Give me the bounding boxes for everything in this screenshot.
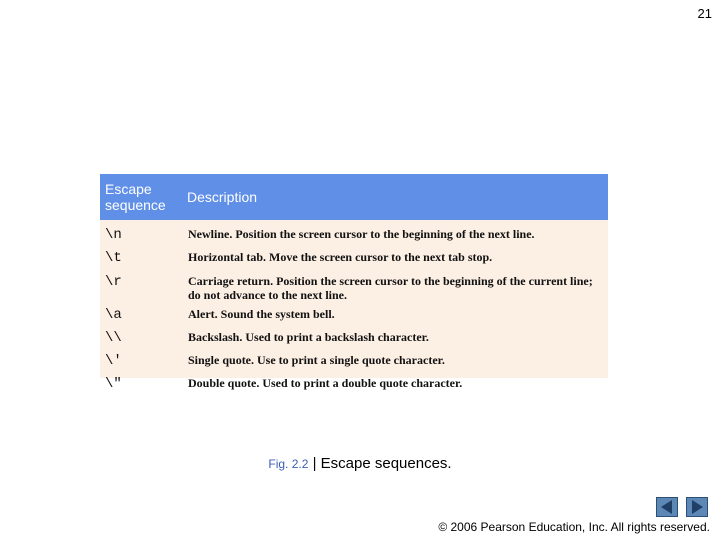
table-row bbox=[100, 302, 608, 324]
sequence-cell: \n bbox=[105, 227, 122, 243]
table-row bbox=[100, 220, 608, 244]
figure-label: Fig. 2.2 bbox=[268, 457, 309, 471]
back-button[interactable] bbox=[656, 497, 678, 517]
table-row bbox=[100, 347, 608, 370]
forward-arrow-icon bbox=[687, 498, 707, 516]
caption-separator: | bbox=[312, 455, 317, 472]
sequence-cell: \' bbox=[105, 353, 122, 369]
sequence-cell: \t bbox=[105, 250, 122, 266]
copyright-notice: © 2006 Pearson Education, Inc. All rights reserved. bbox=[438, 520, 710, 534]
sequence-cell: \r bbox=[105, 274, 122, 290]
description-cell: Single quote. Use to print a single quote character. bbox=[188, 353, 445, 367]
table bbox=[100, 174, 608, 393]
forward-button[interactable] bbox=[686, 497, 708, 517]
sequence-cell: \a bbox=[105, 307, 122, 323]
table-header-row bbox=[100, 174, 608, 220]
page-number: 21 bbox=[697, 6, 712, 21]
description-cell: Newline. Position the screen cursor to the beginning of the next line. bbox=[188, 227, 535, 241]
table-row bbox=[100, 267, 608, 302]
table-row bbox=[100, 370, 608, 393]
caption-text: Escape sequences. bbox=[320, 455, 452, 472]
description-cell: Alert. Sound the system bell. bbox=[188, 307, 335, 321]
escape-sequence-table bbox=[100, 174, 608, 392]
back-arrow-icon bbox=[657, 498, 677, 516]
description-cell: Double quote. Used to print a double quote character. bbox=[188, 376, 463, 390]
figure-caption bbox=[0, 455, 720, 472]
sequence-cell: \" bbox=[105, 376, 122, 392]
table-row bbox=[100, 324, 608, 347]
header-escape-sequence: Escape sequence bbox=[100, 174, 183, 220]
header-description: Description bbox=[183, 174, 608, 220]
description-cell: Backslash. Used to print a backslash character. bbox=[188, 330, 429, 344]
description-cell: Horizontal tab. Move the screen cursor to the next tab stop. bbox=[188, 250, 493, 264]
table-row bbox=[100, 244, 608, 267]
sequence-cell: \\ bbox=[105, 330, 122, 346]
description-cell: Carriage return. Position the screen cursor to the beginning of the current line; do not advance to the next line. bbox=[188, 274, 593, 302]
